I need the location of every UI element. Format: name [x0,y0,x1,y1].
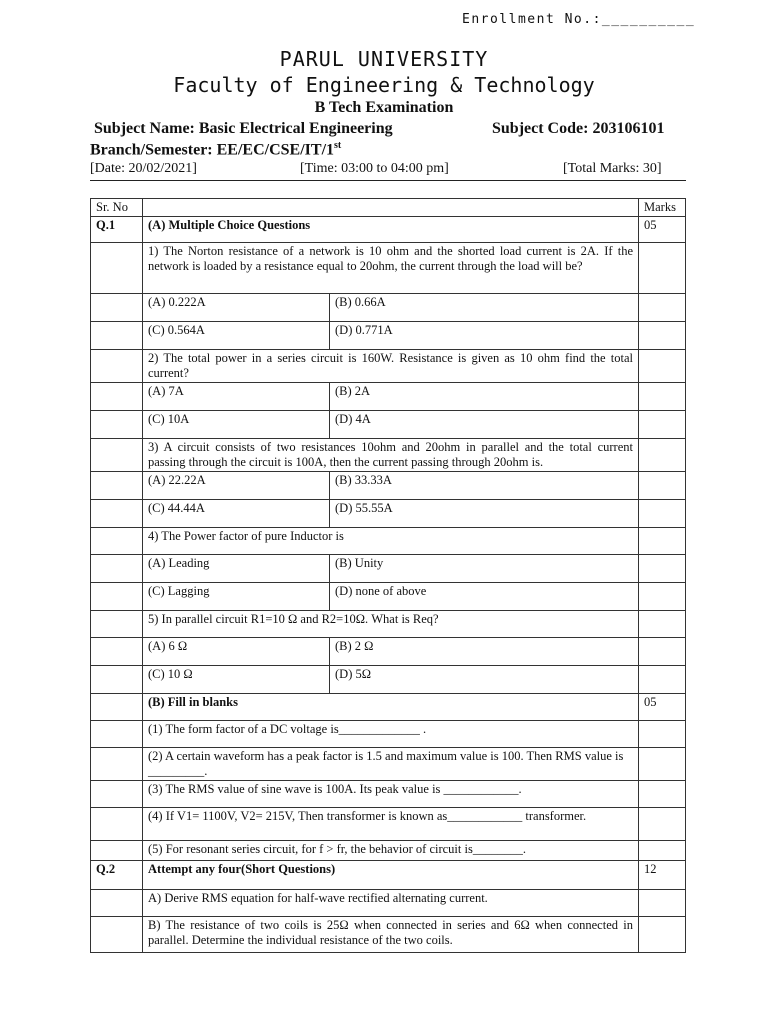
table-row [91,555,686,583]
short-question: B) The resistance of two coils is 25Ω when connected in series and 6Ω when connected in parallel. Determine the individual resistance of the two coils. [143,917,639,953]
short-question: A) Derive RMS equation for half-wave rectified alternating current. [143,890,639,917]
branch-text: Branch/Semester: EE/EC/CSE/IT/1 [90,141,335,159]
fill-blank-item: (2) A certain waveform has a peak factor is 1.5 and maximum value is 100. Then RMS value is _________. [143,748,639,781]
table-row [91,917,686,953]
q1-label: Q.1 [91,217,143,243]
mcq-option: (A) 0.222A [143,294,330,322]
mcq-option: (C) 44.44A [143,500,330,528]
table-row [91,890,686,917]
header-divider [90,180,686,181]
mcq-option: (D) 4A [330,411,639,439]
blank-header [143,199,639,217]
fill-blank-item: (4) If V1= 1100V, V2= 215V, Then transformer is known as____________ transformer. [143,808,639,841]
branch-semester [90,140,341,159]
mcq-option: (B) 0.66A [330,294,639,322]
mcq-option: (C) 10A [143,411,330,439]
q2-marks: 12 [639,861,686,890]
mcq-option: (B) 33.33A [330,472,639,500]
mcq-option: (D) none of above [330,583,639,611]
fill-blank-item: (1) The form factor of a DC voltage is_____________ . [143,721,639,748]
mcq-question: 2) The total power in a series circuit is 160W. Resistance is given as 10 ohm find the total current? [143,350,639,383]
mcq-question: 5) In parallel circuit R1=10 Ω and R2=10Ω. What is Req? [143,611,639,638]
mcq-option: (D) 0.771A [330,322,639,350]
mcq-option: (D) 5Ω [330,666,639,694]
q2-label: Q.2 [91,861,143,890]
mcq-option: (A) 22.22A [143,472,330,500]
table-row [91,694,686,721]
table-row [91,861,686,890]
table-row [91,500,686,528]
fill-blank-item: (3) The RMS value of sine wave is 100A. Its peak value is ____________. [143,781,639,808]
section-a-marks: 05 [639,217,686,243]
exam-title: B Tech Examination [314,99,454,116]
table-row [91,666,686,694]
marks-header: Marks [639,199,686,217]
faculty-name: Faculty of Engineering & Technology [173,73,595,97]
mcq-option: (C) 0.564A [143,322,330,350]
mcq-option: (B) 2 Ω [330,638,639,666]
table-row [91,243,686,294]
mcq-question: 4) The Power factor of pure Inductor is [143,528,639,555]
table-row [91,638,686,666]
table-row [91,528,686,555]
q2-title: Attempt any four(Short Questions) [143,861,639,890]
table-row [91,322,686,350]
mcq-option: (A) 7A [143,383,330,411]
table-row [91,411,686,439]
exam-time: [Time: 03:00 to 04:00 pm] [300,161,449,176]
table-row [91,611,686,638]
mcq-question: 1) The Norton resistance of a network is 10 ohm and the shorted load current is 2A. If the network is loaded by a resistance equal to 20ohm, the current through the load will be? [143,243,639,294]
mcq-option: (B) 2A [330,383,639,411]
table-row [91,808,686,841]
fill-blank-item: (5) For resonant series circuit, for f > fr, the behavior of circuit is________. [143,841,639,861]
subject-code: Subject Code: 203106101 [492,120,665,137]
table-header-row [91,199,686,217]
table-row [91,748,686,781]
table-row [91,472,686,500]
table-row [91,841,686,861]
table-row [91,583,686,611]
mcq-option: (C) 10 Ω [143,666,330,694]
table-row [91,294,686,322]
mcq-option: (A) 6 Ω [143,638,330,666]
branch-superscript: st [334,140,342,151]
table-row [91,439,686,472]
table-row [91,217,686,243]
mcq-question: 3) A circuit consists of two resistances 10ohm and 20ohm in parallel and the total current passing through the circuit is 100A, then the current passing through 20ohm is. [143,439,639,472]
table-row [91,721,686,748]
subject-name: Subject Name: Basic Electrical Engineering [94,120,393,137]
table-row [91,350,686,383]
mcq-option: (A) Leading [143,555,330,583]
section-b-marks: 05 [639,694,686,721]
mcq-option: (B) Unity [330,555,639,583]
table-row [91,781,686,808]
section-b-title: (B) Fill in blanks [143,694,639,721]
question-table [90,198,686,953]
section-a-title: (A) Multiple Choice Questions [143,217,639,243]
table-row [91,383,686,411]
enrollment-number: Enrollment No.:__________ [462,12,696,27]
mcq-option: (C) Lagging [143,583,330,611]
mcq-option: (D) 55.55A [330,500,639,528]
exam-date: [Date: 20/02/2021] [90,161,197,176]
total-marks: [Total Marks: 30] [563,161,662,176]
university-name: PARUL UNIVERSITY [279,47,489,71]
srno-header: Sr. No [91,199,143,217]
